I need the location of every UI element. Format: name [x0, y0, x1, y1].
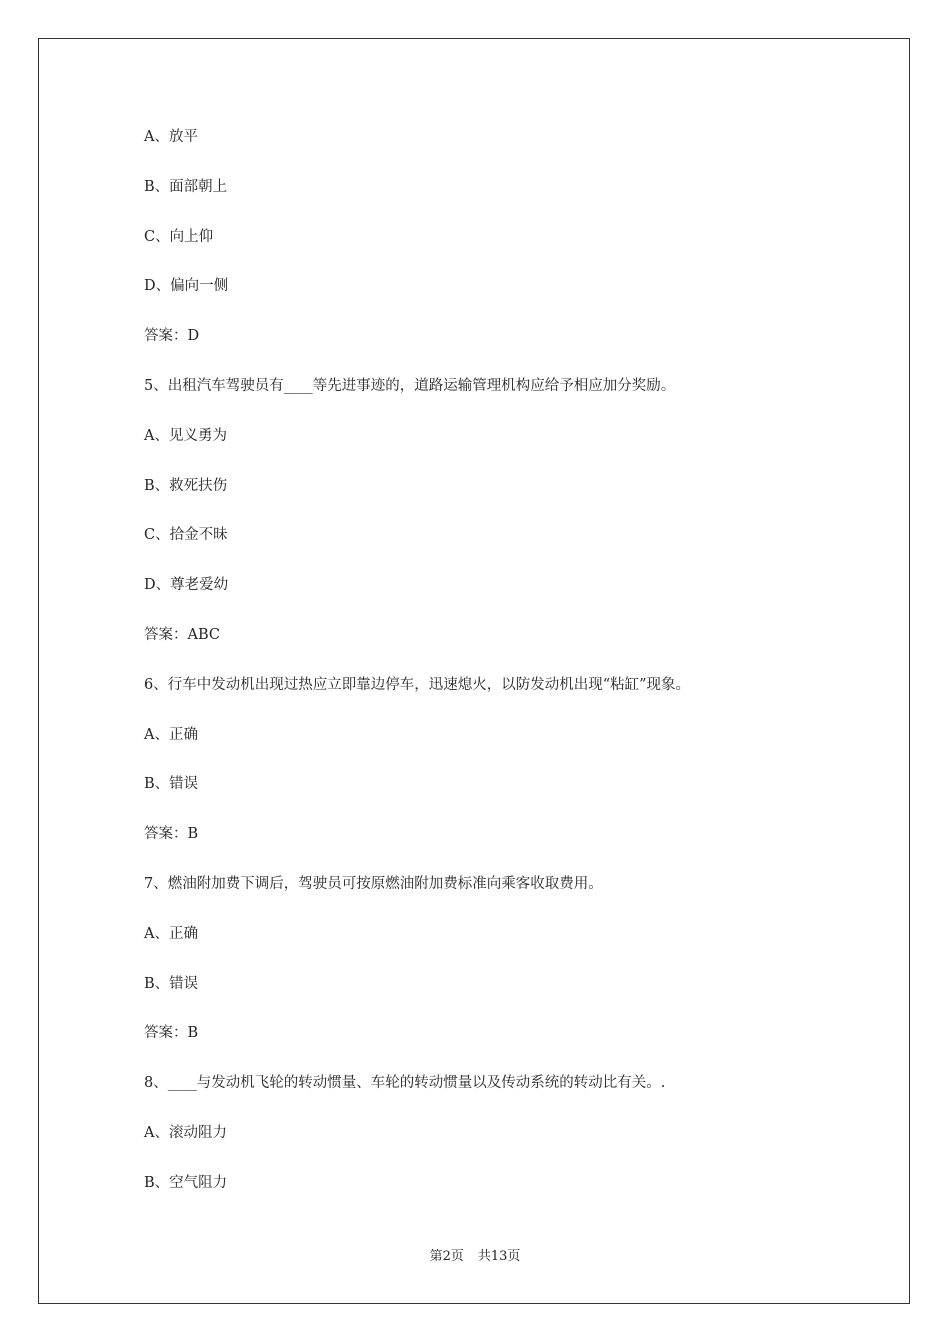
option-a: A、正确 — [144, 726, 198, 743]
document-body — [144, 127, 844, 1223]
option-c: C、向上仰 — [144, 228, 214, 245]
option-a: A、正确 — [144, 925, 198, 942]
option-b: B、面部朝上 — [144, 178, 228, 195]
question-6: 6、行车中发动机出现过热应立即靠边停车，迅速熄火，以防发动机出现“粘缸”现象。 — [144, 676, 691, 693]
option-c: C、拾金不昧 — [144, 527, 228, 544]
question-8: 8、____与发动机飞轮的转动惯量、车轮的转动惯量以及传动系统的转动比有关。. — [144, 1075, 666, 1092]
option-d: D、偏向一侧 — [144, 278, 229, 295]
answer: 答案：B — [144, 826, 199, 843]
option-a: A、滚动阻力 — [144, 1124, 227, 1141]
option-b: B、救死扶伤 — [144, 477, 228, 494]
page-number: 第2页 — [429, 1249, 464, 1264]
option-b: B、空气阻力 — [144, 1174, 228, 1191]
option-b: B、错误 — [144, 975, 199, 992]
answer: 答案：B — [144, 1025, 199, 1042]
page-footer — [0, 1248, 950, 1266]
option-a: A、见义勇为 — [144, 427, 227, 444]
option-d: D、尊老爱幼 — [144, 577, 229, 594]
option-b: B、错误 — [144, 776, 199, 793]
answer: 答案：ABC — [144, 626, 220, 643]
question-7: 7、燃油附加费下调后，驾驶员可按原燃油附加费标准向乘客收取费用。 — [144, 875, 603, 892]
page-total: 共13页 — [477, 1249, 521, 1264]
answer: 答案：D — [144, 328, 200, 345]
question-5: 5、出租汽车驾驶员有____等先进事迹的，道路运输管理机构应给予相应加分奖励。 — [144, 377, 676, 394]
option-a: A、放平 — [144, 129, 198, 145]
